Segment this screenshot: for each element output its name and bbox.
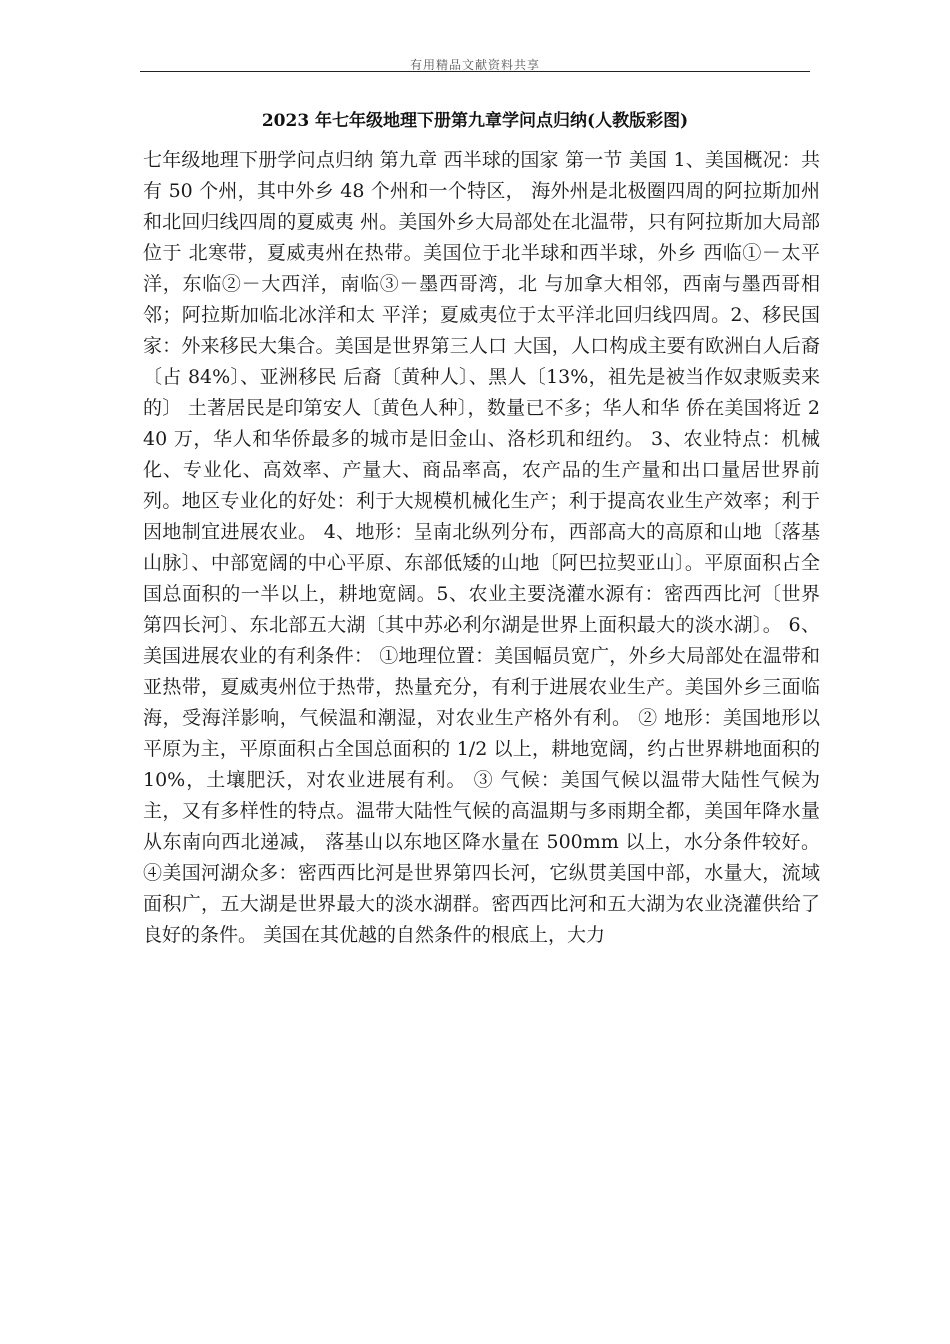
running-header: 有用精品文献资料共享 [409,58,540,72]
header-divider [140,71,810,72]
document-body-text: 七年级地理下册学问点归纳 第九章 西半球的国家 第一节 美国 1、美国概况：共有 50 个州，其中外乡 48 个州和一个特区， 海外州是北极圈四周的阿拉斯加州和北回归线四周的夏威夷 州。美国外乡大局部处在北温带，只有阿拉斯加大局部位于 北寒带，夏威夷州在热带。美国位于北半球和西半球，外乡 西临①－太平洋，东临②－大西洋，南临③－墨西哥湾，北 与加拿大相邻，西南与墨西哥相邻；阿拉斯加临北冰洋和太 平洋；夏威夷位于太平洋北回归线四周。2、移民国家：外来移民大集合。美国是世界第三人口 大国，人口构成主要有欧洲白人后裔〔占 84%〕、亚洲移民 后裔〔黄种人〕、黑人〔13%，祖先是被当作奴隶贩卖来的〕 土著居民是印第安人〔黄色人种〕，数量已不多；华人和华 侨在美国将近 240 万，华人和华侨最多的城市是旧金山、洛杉玑和纽约。 3、农业特点：机械化、专业化、高效率、产量大、商品率高，农产品的生产量和出口量居世界前列。地区专业化的好处：利于大规模机械化生产；利于提高农业生产效率；利于因地制宜进展农业。 4、地形：呈南北纵列分布，西部高大的高原和山地〔落基山脉〕、中部宽阔的中心平原、东部低矮的山地〔阿巴拉契亚山〕。平原面积占全国总面积的一半以上，耕地宽阔。5、农业主要浇灌水源有：密西西比河〔世界第四长河〕、东北部五大湖〔其中苏必利尔湖是世界上面积最大的淡水湖〕。 6、美国进展农业的有利条件： ①地理位置：美国幅员宽广，外乡大局部处在温带和亚热带，夏威夷州位于热带，热量充分，有利于进展农业生产。美国外乡三面临海，受海洋影响，气候温和潮湿，对农业生产格外有利。 ② 地形：美国地形以平原为主，平原面积占全国总面积的 1/2 以上，耕地宽阔，约占世界耕地面积的 10%，土壤肥沃，对农业进展有利。 ③ 气候：美国气候以温带大陆性气候为主，又有多样性的特点。温带大陆性气候的高温期与多雨期全都，美国年降水量从东南向西北递减， 落基山以东地区降水量在 500mm 以上，水分条件较好。④美国河湖众多：密西西比河是世界第四长河，它纵贯美国中部，水量大，流域面积广，五大湖是世界最大的淡水湖群。密西西比河和五大湖为农业浇灌供给了良好的条件。 美国在其优越的自然条件的根底上，大力 [143,149,820,946]
document-title: 2023 年七年级地理下册第九章学问点归纳(人教版彩图) [261,111,689,131]
